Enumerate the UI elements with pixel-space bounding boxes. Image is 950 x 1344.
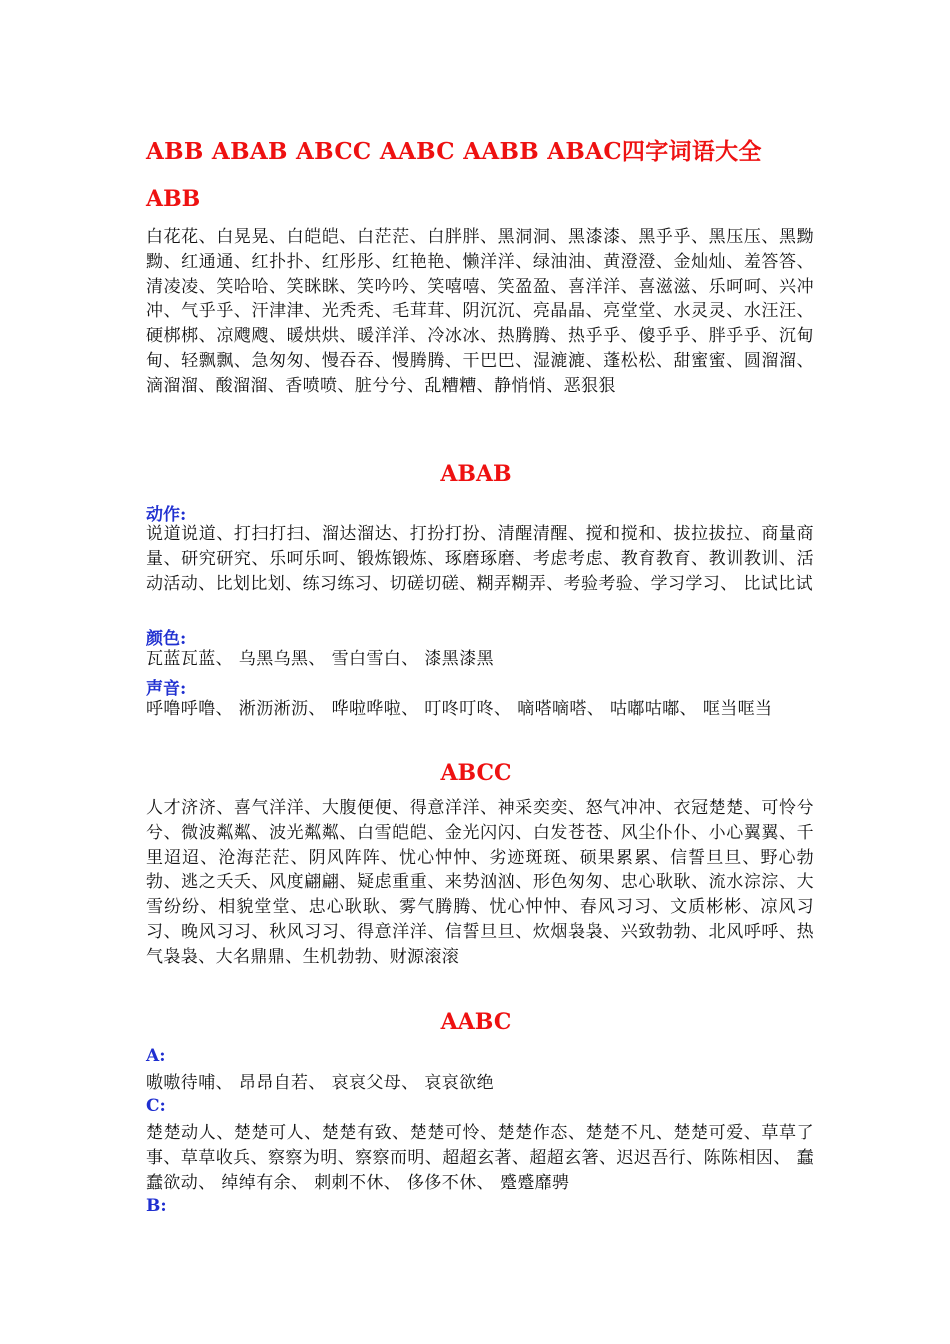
document-title: ABB ABAB ABCC AABC AABB ABAC四字词语大全 [146, 138, 762, 165]
abab-sound-label: 声音: [146, 679, 187, 699]
aabc-c-label: C: [146, 1096, 166, 1116]
section-heading-abb: ABB [146, 186, 201, 212]
abb-word-list: 白花花、白晃晃、白皑皑、白茫茫、白胖胖、黑洞洞、黑漆漆、黑乎乎、黑压压、黑黝黝、红通通、红扑扑、红彤彤、红艳艳、懒洋洋、绿油油、黄澄澄、金灿灿、羞答答、清凌凌、笑哈哈、笑眯眯、笑吟吟、笑嘻嘻、笑盈盈、喜洋洋、喜滋滋、乐呵呵、兴冲冲、气乎乎、汗津津、光秃秃、毛茸茸、阴沉沉、亮晶晶、亮堂堂、水灵灵、水汪汪、硬梆梆、凉飕飕、暖烘烘、暖洋洋、冷冰冰、热腾腾、热乎乎、傻乎乎、胖乎乎、沉甸甸、轻飘飘、急匆匆、慢吞吞、慢腾腾、干巴巴、湿漉漉、蓬松松、甜蜜蜜、圆溜溜、滴溜溜、酸溜溜、香喷喷、脏兮兮、乱糟糟、静悄悄、恶狠狠 [146, 227, 814, 396]
aabc-b-label: B: [146, 1196, 167, 1216]
abab-color-list: 瓦蓝瓦蓝、 乌黑乌黑、 雪白雪白、 漆黑漆黑 [146, 649, 495, 669]
aabc-a-label: A: [146, 1046, 166, 1066]
abab-sound-list: 呼噜呼噜、 淅沥淅沥、 哗啦哗啦、 叮咚叮咚、 嘀嗒嘀嗒、 咕嘟咕嘟、 哐当哐当 [146, 699, 773, 719]
abab-color-label: 颜色: [146, 629, 187, 649]
section-heading-abcc: ABCC [440, 760, 512, 786]
section-heading-abab: ABAB [440, 461, 512, 487]
aabc-a-list: 嗷嗷待哺、 昂昂自若、 哀哀父母、 哀哀欲绝 [146, 1073, 495, 1093]
abab-action-list: 说道说道、打扫打扫、溜达溜达、打扮打扮、清醒清醒、搅和搅和、拔拉拔拉、商量商量、研究研究、乐呵乐呵、锻炼锻炼、琢磨琢磨、考虑考虑、教育教育、教训教训、活动活动、比划比划、练习练习、切磋切磋、糊弄糊弄、考验考验、学习学习、 比试比试 [146, 524, 814, 594]
section-heading-aabc: AABC [440, 1009, 512, 1035]
abcc-word-list: 人才济济、喜气洋洋、大腹便便、得意洋洋、神采奕奕、怒气冲冲、衣冠楚楚、可怜兮兮、微波粼粼、波光粼粼、白雪皑皑、金光闪闪、白发苍苍、风尘仆仆、小心翼翼、千里迢迢、沧海茫茫、阴风阵阵、忧心忡忡、劣迹斑斑、硕果累累、信誓旦旦、野心勃勃、逃之夭夭、风度翩翩、疑虑重重、来势汹汹、形色匆匆、忠心耿耿、流水淙淙、大雪纷纷、相貌堂堂、忠心耿耿、雾气腾腾、忧心忡忡、春风习习、文质彬彬、凉风习习、晚风习习、秋风习习、得意洋洋、信誓旦旦、炊烟袅袅、兴致勃勃、北风呼呼、热气袅袅、大名鼎鼎、生机勃勃、财源滚滚 [146, 798, 814, 967]
aabc-c-list: 楚楚动人、楚楚可人、楚楚有致、楚楚可怜、楚楚作态、楚楚不凡、楚楚可爱、草草了事、草草收兵、察察为明、察察而明、超超玄著、超超玄箸、迟迟吾行、陈陈相因、 蠢蠢欲动、 绰绰有余、 刺刺不休、 侈侈不休、 蹙蹙靡骋 [146, 1123, 814, 1193]
abab-action-label: 动作: [146, 505, 187, 525]
